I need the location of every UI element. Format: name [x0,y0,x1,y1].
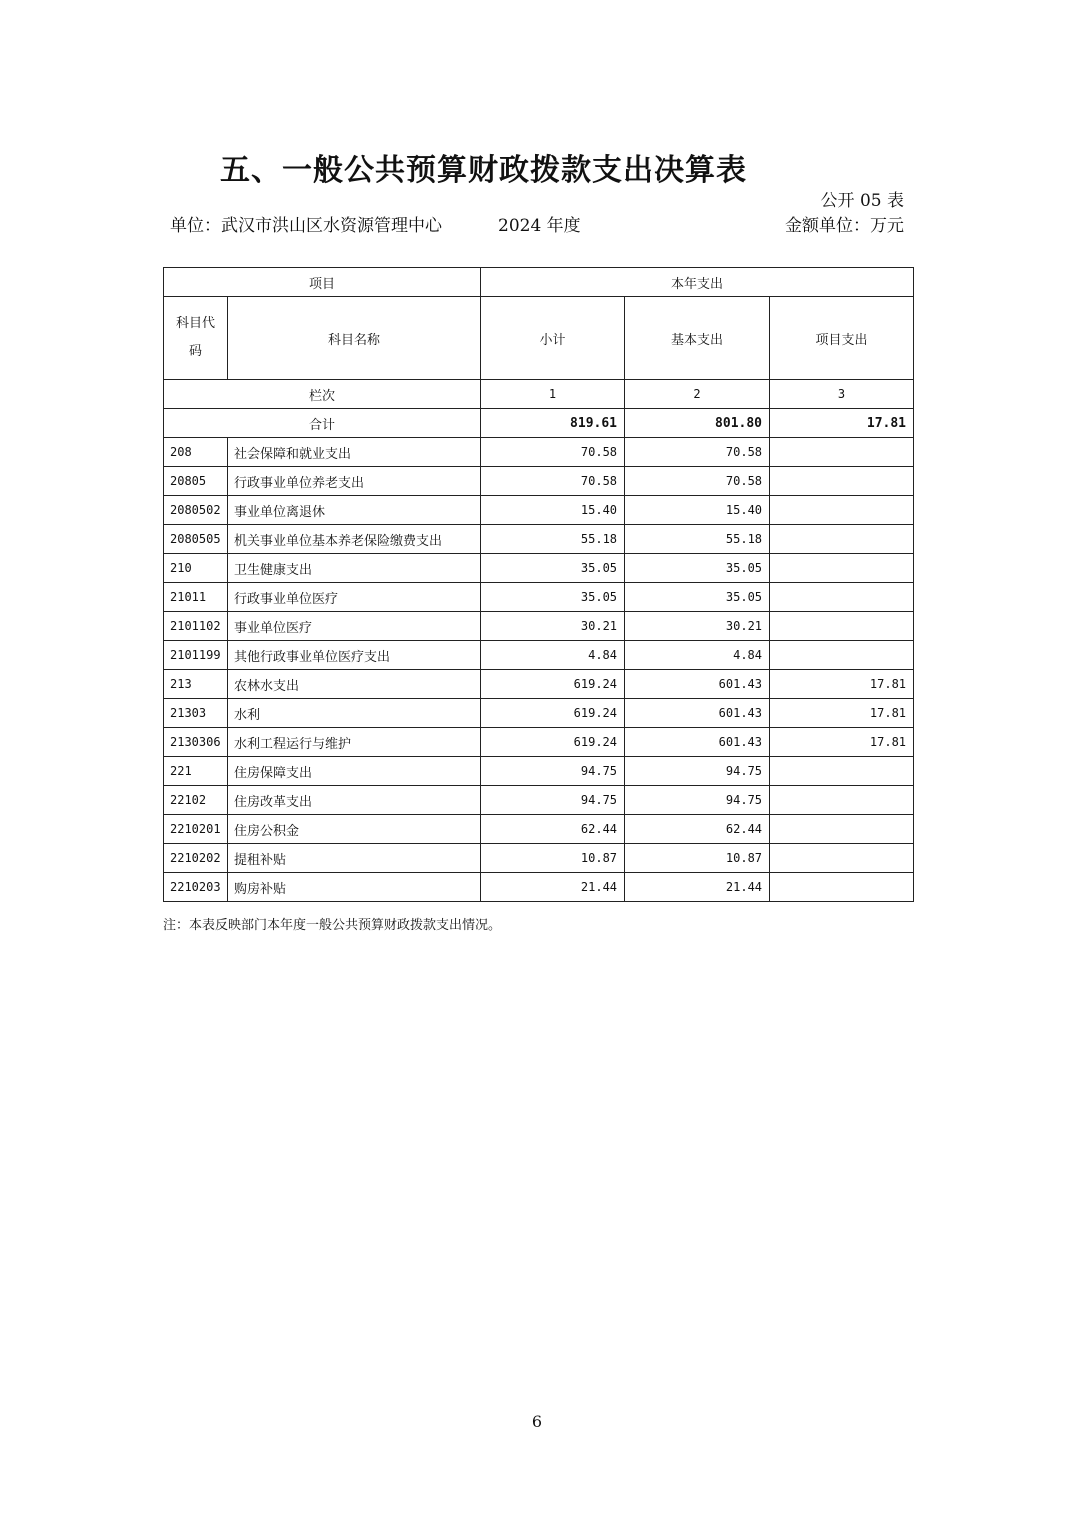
row-basic: 601.43 [625,699,770,728]
row-code: 2210201 [164,815,228,844]
row-project [770,641,914,670]
row-subtotal: 619.24 [481,670,625,699]
row-name: 水利 [228,699,481,728]
row-code: 2080505 [164,525,228,554]
row-project [770,757,914,786]
row-name: 提租补贴 [228,844,481,873]
page-number: 6 [531,1412,543,1431]
row-subtotal: 21.44 [481,873,625,902]
total-project: 17.81 [770,409,914,438]
header-subtotal: 小计 [481,297,625,380]
table-row [164,728,914,757]
row-basic: 70.58 [625,438,770,467]
row-code: 2080502 [164,496,228,525]
row-code: 2210202 [164,844,228,873]
fiscal-year: 2024 年度 [498,216,581,236]
row-project [770,467,914,496]
row-project: 17.81 [770,699,914,728]
row-basic: 601.43 [625,728,770,757]
form-number: 公开 05 表 [820,191,904,211]
row-name: 住房保障支出 [228,757,481,786]
row-code: 2101102 [164,612,228,641]
header-row-1 [164,268,914,297]
row-subtotal: 94.75 [481,757,625,786]
row-basic: 55.18 [625,525,770,554]
total-basic: 801.80 [625,409,770,438]
table-row [164,554,914,583]
row-subtotal: 94.75 [481,786,625,815]
row-subtotal: 4.84 [481,641,625,670]
column-index-row [164,380,914,409]
row-name: 社会保障和就业支出 [228,438,481,467]
column-2: 2 [625,380,770,409]
total-subtotal: 819.61 [481,409,625,438]
header-project: 项目 [164,268,481,297]
total-label: 合计 [164,409,481,438]
row-code: 21303 [164,699,228,728]
row-code: 208 [164,438,228,467]
row-code: 2210203 [164,873,228,902]
row-subtotal: 55.18 [481,525,625,554]
row-basic: 35.05 [625,583,770,612]
money-unit: 金额单位：万元 [785,216,904,236]
row-subtotal: 35.05 [481,583,625,612]
row-name: 购房补贴 [228,873,481,902]
row-name: 其他行政事业单位医疗支出 [228,641,481,670]
row-subtotal: 619.24 [481,699,625,728]
expenditure-table [163,267,914,902]
row-project [770,786,914,815]
row-code: 20805 [164,467,228,496]
table-row [164,670,914,699]
table-row [164,699,914,728]
row-name: 卫生健康支出 [228,554,481,583]
total-row [164,409,914,438]
row-name: 住房改革支出 [228,786,481,815]
table-row [164,612,914,641]
row-code: 22102 [164,786,228,815]
row-project [770,612,914,641]
column-label: 栏次 [164,380,481,409]
header-code: 科目代码 [164,297,228,380]
footnote: 注：本表反映部门本年度一般公共预算财政拨款支出情况。 [163,918,502,933]
header-basic: 基本支出 [625,297,770,380]
row-basic: 601.43 [625,670,770,699]
table-row [164,496,914,525]
row-subtotal: 15.40 [481,496,625,525]
row-subtotal: 30.21 [481,612,625,641]
header-name: 科目名称 [228,297,481,380]
row-name: 行政事业单位医疗 [228,583,481,612]
column-1: 1 [481,380,625,409]
header-row-2 [164,297,914,380]
row-name: 住房公积金 [228,815,481,844]
row-code: 21011 [164,583,228,612]
row-project [770,844,914,873]
row-subtotal: 10.87 [481,844,625,873]
row-name: 农林水支出 [228,670,481,699]
row-name: 行政事业单位养老支出 [228,467,481,496]
table-row [164,438,914,467]
table-row [164,757,914,786]
row-code: 213 [164,670,228,699]
table-row [164,583,914,612]
row-project [770,438,914,467]
row-project: 17.81 [770,670,914,699]
row-basic: 21.44 [625,873,770,902]
row-name: 事业单位医疗 [228,612,481,641]
row-project: 17.81 [770,728,914,757]
row-subtotal: 70.58 [481,467,625,496]
row-basic: 35.05 [625,554,770,583]
row-code: 2130306 [164,728,228,757]
row-code: 210 [164,554,228,583]
row-basic: 94.75 [625,757,770,786]
column-3: 3 [770,380,914,409]
row-name: 水利工程运行与维护 [228,728,481,757]
row-project [770,583,914,612]
table-row [164,873,914,902]
row-project [770,525,914,554]
header-current-year: 本年支出 [481,268,914,297]
unit-label: 单位：武汉市洪山区水资源管理中心 [170,216,442,236]
row-project [770,873,914,902]
row-basic: 10.87 [625,844,770,873]
row-project [770,496,914,525]
table-row [164,844,914,873]
row-basic: 94.75 [625,786,770,815]
row-code: 2101199 [164,641,228,670]
row-project [770,554,914,583]
row-code: 221 [164,757,228,786]
row-subtotal: 70.58 [481,438,625,467]
table-row [164,467,914,496]
table-row [164,786,914,815]
table-row [164,641,914,670]
row-basic: 62.44 [625,815,770,844]
row-name: 机关事业单位基本养老保险缴费支出 [228,525,481,554]
row-basic: 15.40 [625,496,770,525]
row-basic: 4.84 [625,641,770,670]
header-project-exp: 项目支出 [770,297,914,380]
row-basic: 70.58 [625,467,770,496]
row-subtotal: 35.05 [481,554,625,583]
table-row [164,525,914,554]
row-basic: 30.21 [625,612,770,641]
page-title: 五、一般公共预算财政拨款支出决算表 [220,153,747,188]
table-row [164,815,914,844]
row-subtotal: 619.24 [481,728,625,757]
row-name: 事业单位离退休 [228,496,481,525]
row-project [770,815,914,844]
row-subtotal: 62.44 [481,815,625,844]
